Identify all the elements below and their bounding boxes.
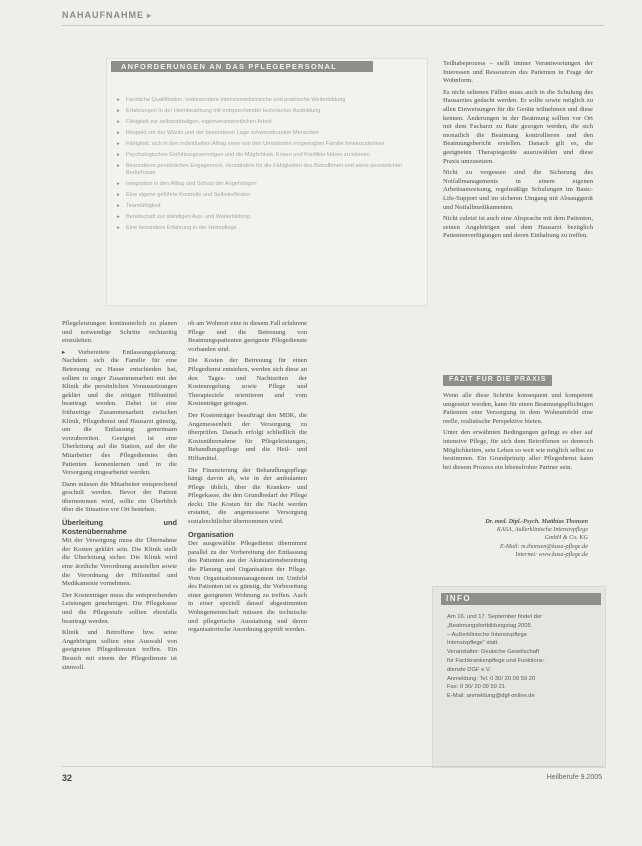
requirement-item: ▸ Fachliche Qualifikation, insbesondere intensivmedizinische und praktische Weiterbildung [117,97,417,104]
praxis-box-title: FAZIT FÜR DIE PRAXIS [443,375,552,386]
requirement-item: ▸ Eine eigene geführte Kontrolle und Selbstreflexion [117,192,417,199]
author-website: Internet: www.kasa-pflege.de [515,550,588,558]
requirement-item: ▸ Fähigkeit zur selbstständigen, eigenverantwortlichen Arbeit [117,119,417,126]
paragraph: ob am Wohnort eine in diesem Fall erfahrene Pflege und die Betreuung von Beatmungspatienten geeignete Pflegedienste vorhanden sind. [188,320,307,353]
section-title: NAHAUFNAHME [62,10,144,20]
paragraph: Unter den erwähnten Bedingungen gelingt es eher auf intensive Pflege, für sich dem Betroffenen so dennoch Möglichkeiten, sein Leben so weit wie möglich selbst zu bestimmen. Ein Grundprinzip aller Pflegedienst kann bei diesem Prozess ein lebensfroher Partner sein. [443,429,593,471]
author-email: E-Mail: m.thonsen@kasa-pflege.de [500,542,588,550]
info-title: INFO [441,593,601,605]
paragraph: Nicht zu vergessen sind die Sicherung des Notfallmanagements in einem eigenen Arbeitsanweisung, regelmäßige Schulungen im Basic-Life-Support und im sicheren Umgang mit Absauggerät und Notfallmedikamenten. [443,169,593,211]
paragraph: Pflegeleistungen kontinuierlich zu planen und notwendige Schritte rechtzeitig einzuleiten. [62,320,177,345]
info-line: für Fachkrankenpflege und Funktions- [447,657,545,664]
requirement-item: ▸ Bereitschaft zur ständigen Aus- und Weiterbildung [117,214,417,221]
paragraph: Der ausgewählte Pflegedienst übernimmt parallel zu der Vorbereitung der Entlassung des Patienten aus der Akutstationsbereitung die Planung und Organisation der Pflege. Vom Organisationsmanagement im Umfeld des Patienten ist es günstig, die Vorbereitung einer geeigneten Wohnung zu treffen. Auch in einer speziell darauf abgestimmten Wohngemeinschaft müssen die technische und pflegerische Ausstattung und deren organisatorische Anordnung geprüft werden. [188,540,307,634]
requirement-item: ▸ Respekt vor der Würde und der besonderen Lage schwerstkranker Menschen [117,130,417,137]
magazine-issue: Heilberufe 9.2005 [546,774,602,781]
requirement-item: ▸ Integration in den Alltag und Schutz der Angehörigen [117,181,417,188]
section-arrow-icon: ▸ [147,11,153,20]
paragraph: Der Kostenträger beauftragt den MDK, die Angemessenheit der Versorgung zu überprüfen. Danach erfolgt schließlich die Kostenübernahme für Pflegeleistungen, Behandlungspflege und die Heil- und Hilfsmittel. [188,411,307,462]
info-line: Anmeldung: Tel. 0 30/ 20 09 59 20 [447,675,536,682]
requirements-list [117,97,417,236]
requirement-item: ▸ Besonderes persönliches Engagement, Verständnis für die Fähigkeiten des Betroffenen und seine persönlichen Bedürfnisse [117,163,417,177]
info-line: „Beatmungsfortbildungstag 2005 [447,622,531,629]
info-line: E-Mail: anmeldung@dgf-online.de [447,693,535,700]
subheading: Überleitung und Kostenübernahme [62,518,177,536]
section-header [62,10,152,20]
paragraph: Die Kosten der Betreuung für einen Pflegedienst entstehen, werden sich diese an den Tages- und Nachtzeiten der Kostenregelung sowie Pflege und Therapieziele orientieren und vom Kostenträger getragen. [188,357,307,408]
info-box [432,586,606,768]
author-company: GmbH & Co. KG [544,534,588,542]
paragraph: Der Kostenträger muss die entsprechenden Leistungen genehmigen. Die Pflegekasse und die Pflegestufe sollten ebenfalls beantragt werden. [62,591,177,625]
paragraph: Es nicht seltenen Fällen muss auch in die Schulung des Hausarztes gedacht werden. Er sollte sowie möglich zu allen Einweisungen für die Geräte teilnehmen und diese kennen. Änderungen in der Beatmung sollten vor Ort mit dem Facharzt zu Rate gezogen werden, die sich monatlich die Beatmung kontrollieren und den Beatmungsbericht erstellen. Danach gilt es, die geeigneten Therapiegeräte auszuwählen und diese Praxis umzusetzen. [443,88,593,165]
header-rule [62,25,604,26]
info-body [447,613,599,701]
column-left [62,320,177,675]
paragraph: Klinik und Betroffene bzw. seine Angehörigen sollten eine Auswahl von geeigneten Pflegediensten treffen. Ein Besuch mit einem der Pflegedienste ist sinnvoll. [62,629,177,671]
info-line: Am 16. und 17. September findet der [447,614,543,620]
footer-rule [62,766,604,767]
requirement-item: ▸ Eine besondere Erfahrung in der Heimpflege [117,225,417,232]
paragraph: Wenn alle diese Schritte konsequent und kompetent umgesetzt werden, kann für einen Beatmungspflichtigen Patienten eine Versorgung in dem Wohnumfeld eine reelle, realistische Perspektive bieten. [443,392,593,425]
column-right-top [443,60,593,244]
paragraph: Mit der Versorgung muss die Übernahme der Kosten geklärt sein. Die Klinik stellt die Überleitung sicher. Die Klinik wird eine ärztliche Verordnung ausstellen sowie die Verordnung der Hilfsmittel und Medikamente vornehmen. [62,537,177,588]
column-middle [188,320,307,638]
page-number: 32 [62,773,73,783]
paragraph: ▸ Vorbereitete Entlassungsplanung: Nachdem sich die Familie für eine Betreuung zu Hause entschieden hat, sollten in enger Zusammenarbeit mit der Klinik die persönlichen Voraussetzungen geklärt und die nötigen Hilfsmittel beantragt werden. Dabei ist eine frühzeitige Zusammenarbeit zwischen Klinik, Pflegedienst und Hausarzt günstig, um die Entlassung gemeinsam vorzubereiten. Geeignet ist eine Überleitung auf die Station, auf der die Mitarbeiter des Pflegedienstes den Patienten kennenlernen und in die Versorgung eingearbeitet werden. [62,348,177,477]
info-line: – Außerklinische Intensivpflege [447,631,527,638]
paragraph: Die Finanzierung der Behandlungspflege hängt davon ab, wie in der ambulanten Pflege üblich, über die Kranken- und Pflegekasse, die den Grundbedarf der Pflege deckt. Die Kosten für die Nacht werden erstattet, die angemessene Versorgung sozialrechtlicher übernommen wird. [188,466,307,526]
requirements-title: ANFORDERUNGEN AN DAS PFLEGEPERSONAL [111,61,373,72]
subheading: Organisation [188,529,234,539]
info-line: Veranstalter: Deutsche Gesellschaft [447,649,540,656]
paragraph: Dann müssen die Mitarbeiter entsprechend geschult werden. Bevor der Patient übernommen wird, sollte ein Überblick über die Situation vor Ort bestehen. [62,480,177,514]
author-name: Dr. med. Dipl.-Psych. Matthias Thonsen [485,518,588,525]
requirement-item: ▸ Teamfähigkeit [117,203,417,210]
requirement-item: ▸ Fähigkeit, sich in den individuellen Alltag einer von den Umständen eingeengten Familie hineinzudenken [117,141,417,148]
info-line: dienste DGF e.V. [447,666,491,673]
requirement-item: ▸ Psychologisches Einfühlungsvermögen und die Möglichkeit, Krisen und Konflikte klären zu können [117,152,417,159]
column-right-praxis [443,392,593,475]
author-affiliation: KASA, Außerklinische Intensivpflege [496,526,588,534]
author-block [443,518,588,559]
requirements-box [106,58,428,306]
info-line: Intensivpflege“ statt. [447,640,499,647]
paragraph: Teilhabeprozess – stellt immer Verantwortungen der Interessen und Ressourcen des Patienten in Frage der Wohnform. [443,60,593,85]
requirement-item: ▸ Erfahrungen in der Heimbeatmung mit entsprechender technischer Ausbildung [117,108,417,115]
info-line: Fax: 0 30/ 20 09 59 21 [447,684,506,691]
paragraph: Nicht zuletzt ist auch eine Absprache mit dem Patienten, seinen Angehörigen und dem Hausarzt bezüglich Patientenverfügungen und deren Einhaltung zu treffen. [443,215,593,240]
